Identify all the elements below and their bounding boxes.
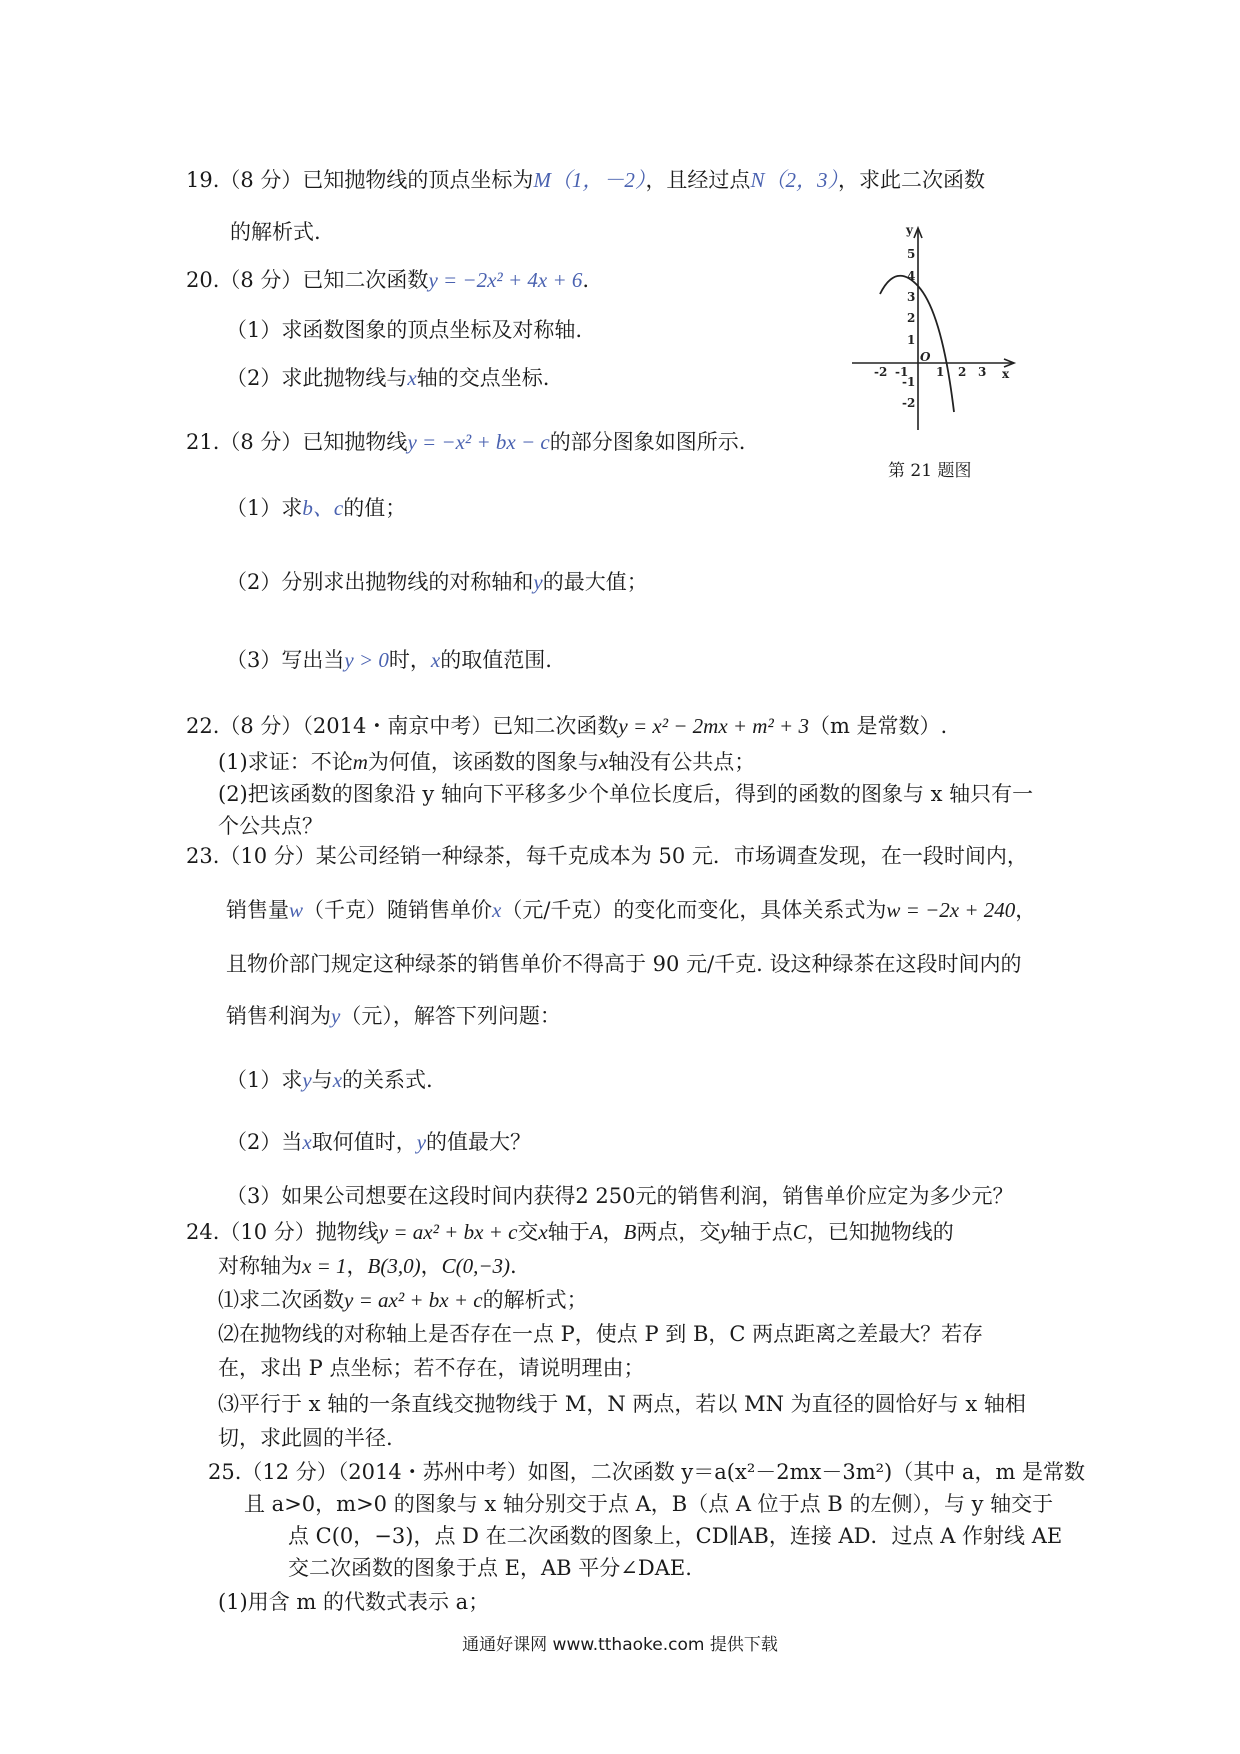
q24-l1-a: 24.（10 分）抛物线 bbox=[186, 1220, 379, 1244]
q19-point-m: M（1，－2） bbox=[533, 168, 646, 192]
q24-l2-d: . bbox=[510, 1254, 517, 1278]
q20-head: 20.（8 分）已知二次函数 bbox=[186, 268, 429, 292]
q22-part1-a: (1)求证：不论 bbox=[218, 750, 353, 774]
q24-l1-formula: y = ax² + bx + c bbox=[378, 1220, 518, 1244]
q20-line1 bbox=[186, 268, 589, 293]
q22-part2-line2: 个公共点？ bbox=[218, 814, 323, 838]
q21-head: 21.（8 分）已知抛物线 bbox=[186, 430, 408, 454]
q19-head: 19.（8 分）已知抛物线的顶点坐标为 bbox=[186, 168, 534, 192]
q22-part1 bbox=[218, 750, 755, 775]
q24-l2-pointB: B(3,0) bbox=[367, 1254, 421, 1278]
q24-l1-y: y bbox=[720, 1220, 730, 1244]
y-axis-label: y bbox=[906, 223, 913, 237]
q20-part2-x: x bbox=[407, 366, 417, 390]
q20-function: y = −2x² + 4x + 6 bbox=[428, 268, 583, 292]
y-tick-4: 4 bbox=[907, 269, 916, 283]
q23-line3: 且物价部门规定这种绿茶的销售单价不得高于 90 元/千克. 设这种绿茶在这段时间内的 bbox=[226, 952, 1022, 976]
q24-p1-b: 的解析式； bbox=[482, 1288, 588, 1312]
q21-part3-x: x bbox=[430, 648, 441, 672]
q19-line2: 的解析式. bbox=[230, 220, 321, 244]
q23-p2-c: 的值最大？ bbox=[426, 1130, 532, 1154]
q23-l2-d: ， bbox=[1015, 898, 1037, 922]
q23-line1: 23.（10 分）某公司经销一种绿茶，每千克成本为 50 元．市场调查发现，在一段时间内， bbox=[186, 844, 1028, 868]
figure-caption: 第 21 题图 bbox=[888, 461, 972, 481]
y-tick-neg2: -2 bbox=[902, 396, 916, 410]
q19-mid: ，且经过点 bbox=[645, 168, 751, 192]
y-tick-5: 5 bbox=[907, 247, 916, 261]
q22-part2-line1: (2)把该函数的图象沿 y 轴向下平移多少个单位长度后，得到的函数的图象与 x 轴只有一 bbox=[218, 782, 1034, 806]
q21-part1 bbox=[226, 496, 406, 521]
origin-label: O bbox=[920, 350, 931, 364]
q21-line1 bbox=[186, 430, 745, 455]
q23-l2-a: 销售量 bbox=[226, 898, 289, 922]
footer-source: 通通好课网 www.tthaoke.com 提供下载 bbox=[462, 1635, 778, 1655]
q25-line2: 且 a>0，m>0 的图象与 x 轴分别交于点 A，B（点 A 位于点 B 的左侧），与 y 轴交于 bbox=[244, 1492, 1054, 1516]
q21-tail: 的部分图象如图所示. bbox=[549, 430, 746, 454]
x-tick-neg1: -1 bbox=[895, 365, 909, 379]
q23-line4 bbox=[226, 1004, 561, 1029]
q24-line1 bbox=[186, 1220, 954, 1245]
q22-line1 bbox=[186, 714, 947, 739]
y-tick-2: 2 bbox=[907, 311, 916, 325]
q21-function: y = −x² + bx − c bbox=[407, 430, 550, 454]
q22-part1-b: 为何值，该函数的图象与 bbox=[367, 750, 599, 774]
q24-l1-pointC: C bbox=[792, 1220, 807, 1244]
q24-l2-pointC: C(0,−3) bbox=[441, 1254, 510, 1278]
q23-p1-y: y bbox=[302, 1068, 312, 1092]
q20-tail: . bbox=[582, 268, 590, 292]
q23-l2-w: w bbox=[289, 898, 304, 922]
q23-p1-c: 的关系式. bbox=[342, 1068, 433, 1092]
q21-part1-a: （1）求 bbox=[226, 496, 303, 520]
q23-p2-x: x bbox=[302, 1130, 312, 1154]
q22-part1-x: x bbox=[598, 750, 609, 774]
q25-line1: 25.（12 分）（2014・苏州中考）如图，二次函数 y＝a(x²－2mx－3m²)（其中 a，m 是常数 bbox=[208, 1460, 1086, 1484]
q23-p1-a: （1）求 bbox=[226, 1068, 303, 1092]
q23-part1 bbox=[226, 1068, 433, 1093]
q25-part1: (1)用含 m 的代数式表示 a； bbox=[218, 1590, 490, 1614]
x-tick-2: 2 bbox=[958, 365, 967, 379]
q21-part2-y: y bbox=[533, 570, 543, 594]
q24-l1-e: 两点，交 bbox=[636, 1220, 721, 1244]
q24-l1-d: ， bbox=[602, 1220, 624, 1244]
q24-l1-pointB: B bbox=[623, 1220, 637, 1244]
q23-p2-b: 取何值时， bbox=[311, 1130, 417, 1154]
q23-line2 bbox=[226, 898, 1036, 923]
q22-head: 22.（8 分）（2014・南京中考）已知二次函数 bbox=[186, 714, 619, 738]
q24-part3-line1: ⑶平行于 x 轴的一条直线交抛物线于 M，N 两点，若以 MN 为直径的圆恰好与 x 轴相 bbox=[218, 1392, 1026, 1416]
q19-point-n: N（2，3） bbox=[750, 168, 838, 192]
y-tick-neg1: -1 bbox=[902, 375, 916, 389]
y-tick-1: 1 bbox=[907, 333, 916, 347]
q24-l1-b: 交 bbox=[517, 1220, 539, 1244]
parabola-graph bbox=[852, 218, 1022, 433]
q23-l2-x: x bbox=[492, 898, 502, 922]
q21-part2 bbox=[226, 570, 648, 595]
q23-p1-x: x bbox=[332, 1068, 343, 1092]
q23-l4-a: 销售利润为 bbox=[226, 1004, 331, 1028]
q20-part2-a: （2）求此抛物线与 bbox=[226, 366, 408, 390]
q23-l2-b: （千克）随销售单价 bbox=[303, 898, 493, 922]
q23-p2-y: y bbox=[416, 1130, 427, 1154]
q24-l1-pointA: A bbox=[589, 1220, 603, 1244]
x-axis-label: x bbox=[1002, 367, 1010, 381]
q21-part2-b: 的最大值； bbox=[542, 570, 648, 594]
q24-part2-line1: ⑵在抛物线的对称轴上是否存在一点 P，使点 P 到 B，C 两点距离之差最大？若存 bbox=[218, 1322, 984, 1346]
q24-part2-line2: 在，求出 P 点坐标；若不存在，请说明理由； bbox=[218, 1356, 645, 1380]
q24-l2-b: ， bbox=[346, 1254, 368, 1278]
q19-tail: ，求此二次函数 bbox=[837, 168, 985, 192]
q24-l1-c: 轴于 bbox=[547, 1220, 590, 1244]
q23-p2-a: （2）当 bbox=[226, 1130, 303, 1154]
q23-l4-y: y bbox=[331, 1004, 341, 1028]
q23-p1-b: 与 bbox=[311, 1068, 333, 1092]
q22-tail: （m 是常数）. bbox=[808, 714, 948, 738]
q23-part3: （3）如果公司想要在这段时间内获得2 250元的销售利润，销售单价应定为多少元？ bbox=[226, 1184, 1014, 1208]
q21-part1-b: 的值； bbox=[343, 496, 407, 520]
q23-l2-formula: w = −2x + 240 bbox=[886, 898, 1016, 922]
q24-l2-a: 对称轴为 bbox=[218, 1254, 302, 1278]
q24-l2-c: ， bbox=[420, 1254, 442, 1278]
q24-p1-formula: y = ax² + bx + c bbox=[344, 1288, 483, 1312]
q25-line3: 点 C(0，−3)，点 D 在二次函数的图象上，CD∥AB，连接 AD．过点 A 作射线 AE bbox=[288, 1524, 1063, 1548]
parabola-curve bbox=[880, 276, 954, 412]
x-tick-1: 1 bbox=[936, 365, 945, 379]
q24-l1-h: ，已知抛物线的 bbox=[806, 1220, 954, 1244]
q19-line1 bbox=[186, 168, 985, 193]
y-tick-3: 3 bbox=[907, 290, 916, 304]
q22-part1-m: m bbox=[352, 750, 368, 774]
q24-part3-line2: 切，求此圆的半径. bbox=[218, 1426, 393, 1450]
q24-part1 bbox=[218, 1288, 588, 1313]
q21-part3-b: 时， bbox=[388, 648, 431, 672]
q21-part2-a: （2）分别求出抛物线的对称轴和 bbox=[226, 570, 534, 594]
q23-part2 bbox=[226, 1130, 531, 1155]
q20-part1: （1）求函数图象的顶点坐标及对称轴. bbox=[226, 318, 583, 342]
q23-l4-b: （元），解答下列问题： bbox=[340, 1004, 561, 1028]
q23-l2-c: （元/千克）的变化而变化，具体关系式为 bbox=[501, 898, 887, 922]
q21-part3 bbox=[226, 648, 552, 673]
q21-part1-vars: b、c bbox=[302, 496, 344, 520]
q22-function: y = x² − 2mx + m² + 3 bbox=[618, 714, 809, 738]
q20-part2-b: 轴的交点坐标. bbox=[416, 366, 550, 390]
q24-line2 bbox=[218, 1254, 517, 1279]
q21-part3-c: 的取值范围. bbox=[440, 648, 552, 672]
q24-p1-a: ⑴求二次函数 bbox=[218, 1288, 344, 1312]
x-tick-3: 3 bbox=[978, 365, 987, 379]
q20-part2 bbox=[226, 366, 549, 391]
q21-part3-cond: y > 0 bbox=[344, 648, 389, 672]
q21-part3-a: （3）写出当 bbox=[226, 648, 345, 672]
x-tick-neg2: -2 bbox=[874, 365, 888, 379]
q24-l2-axis: x = 1 bbox=[302, 1254, 347, 1278]
q25-line4: 交二次函数的图象于点 E，AB 平分∠DAE. bbox=[288, 1556, 692, 1580]
q22-part1-c: 轴没有公共点； bbox=[608, 750, 756, 774]
q24-l1-g: 轴于点 bbox=[729, 1220, 793, 1244]
q24-l1-x: x bbox=[538, 1220, 548, 1244]
